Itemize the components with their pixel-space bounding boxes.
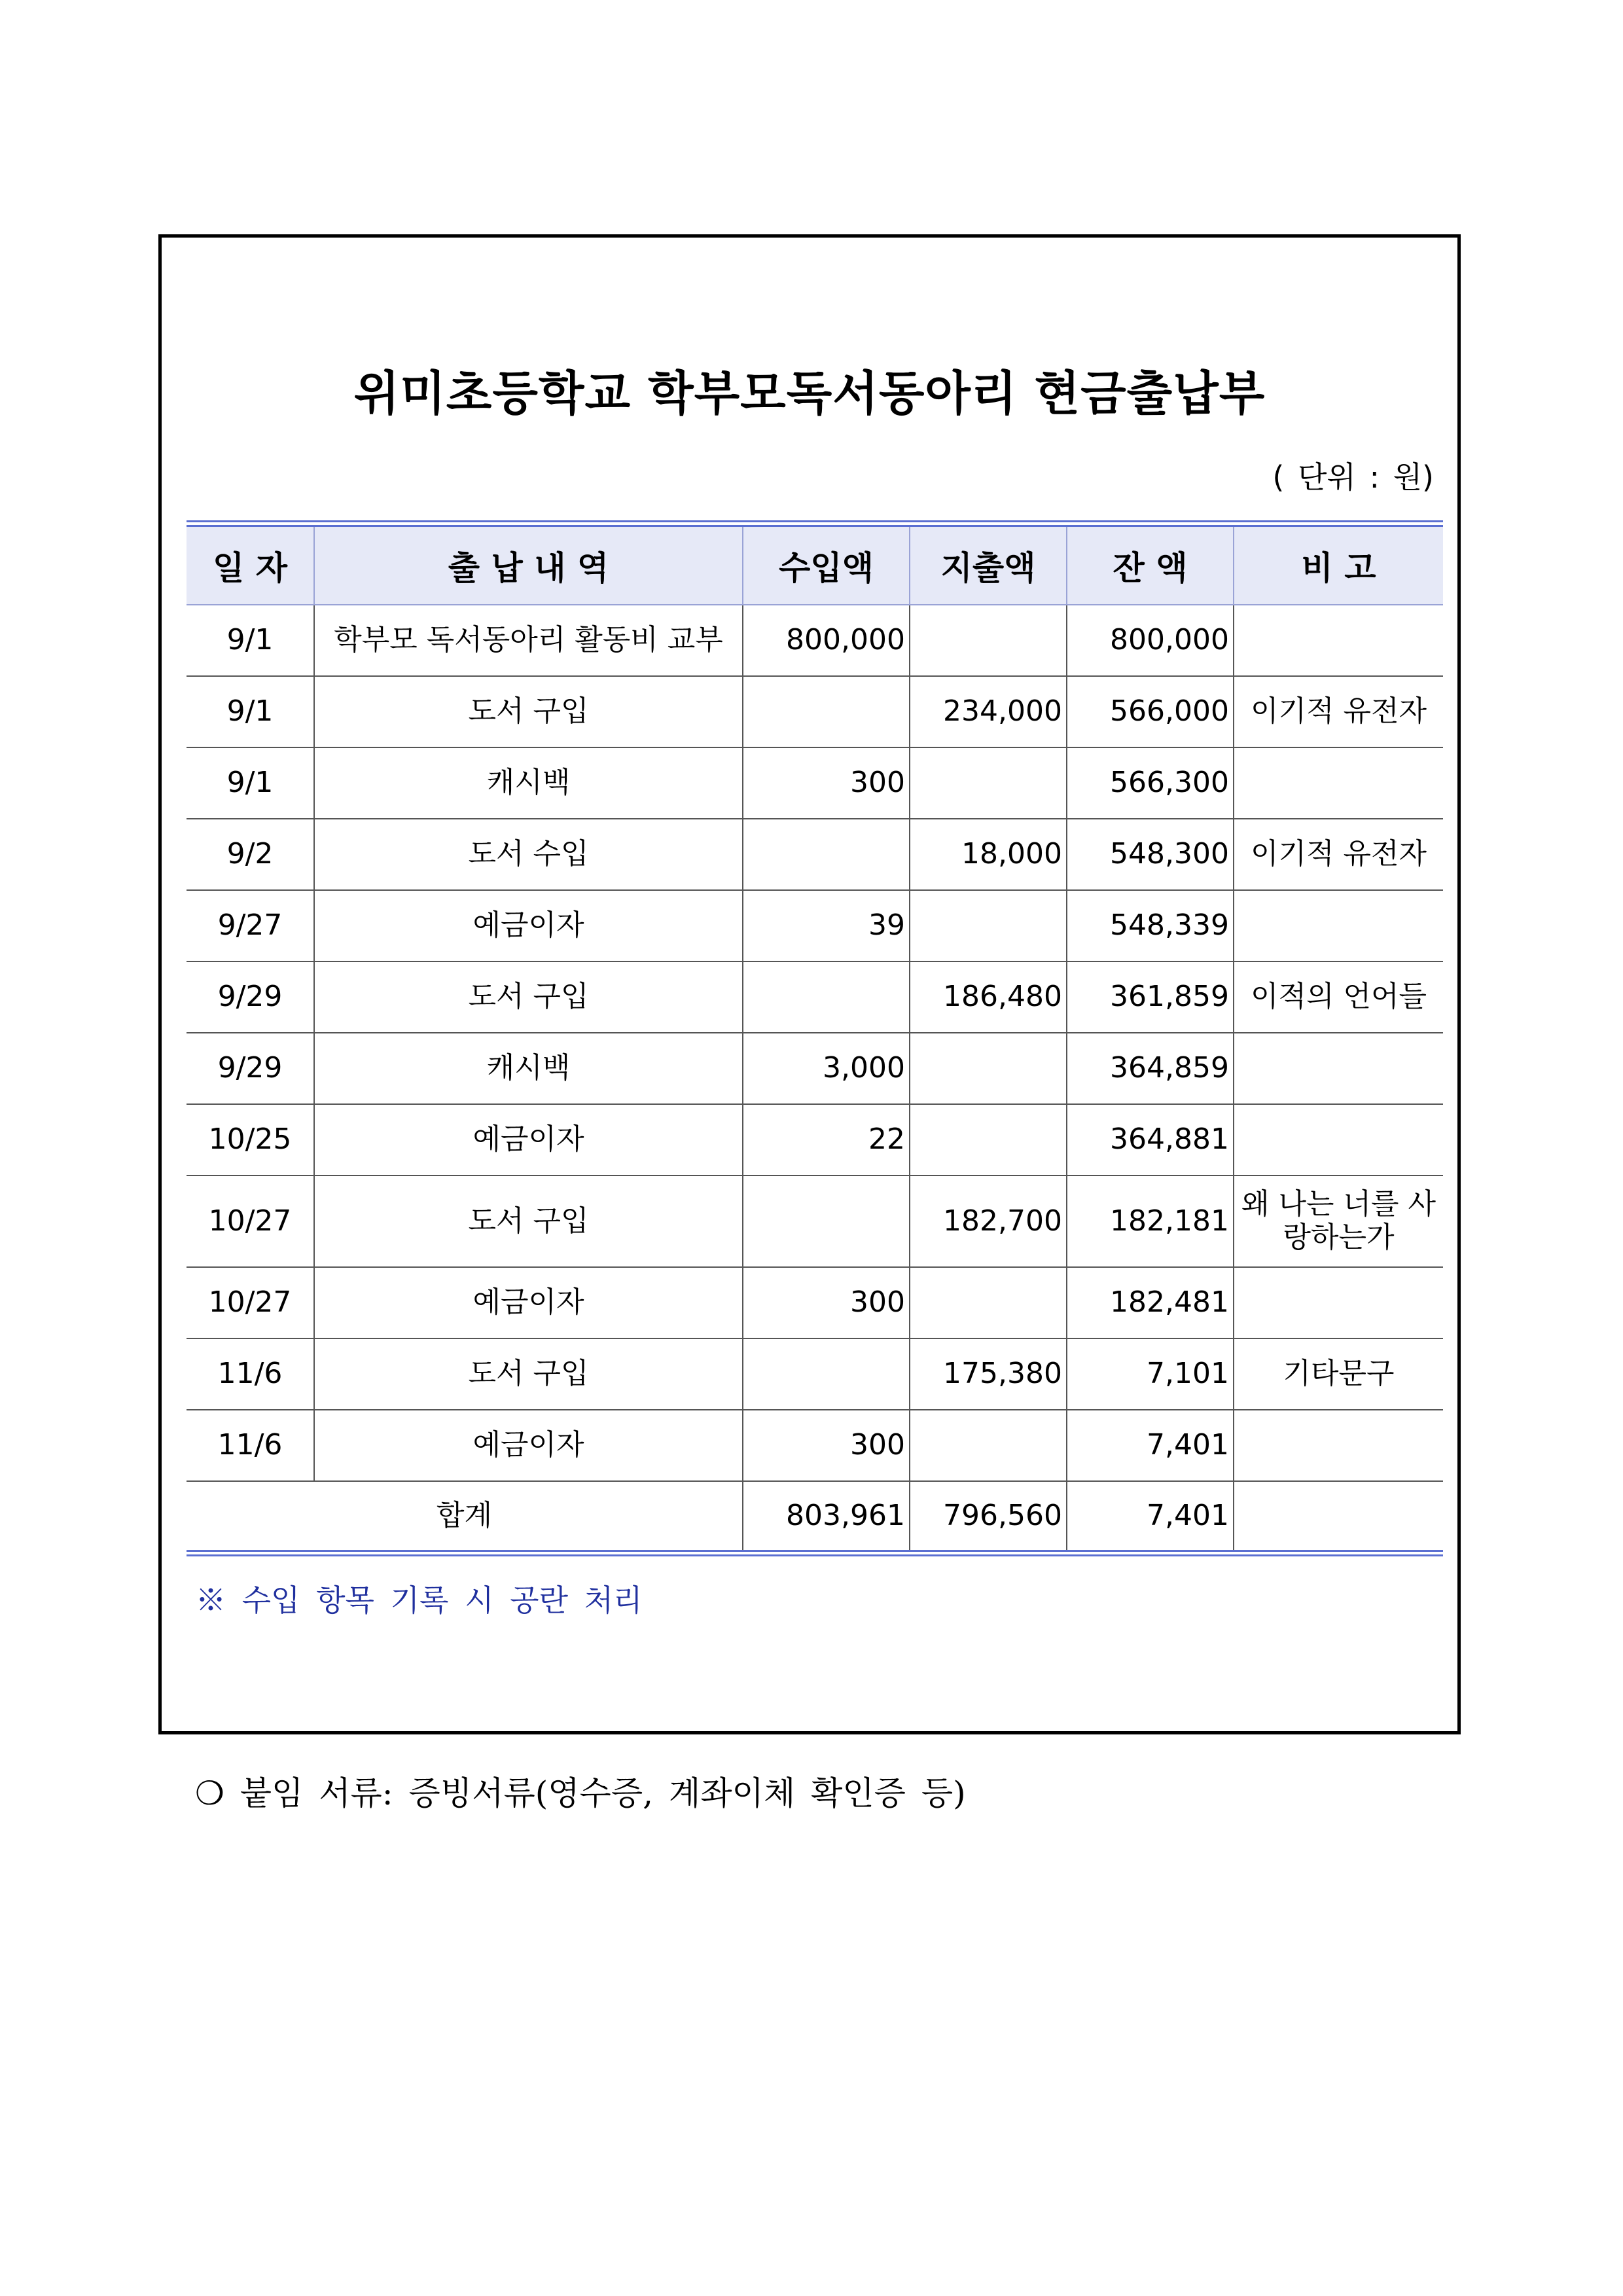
footnote: ※ 수입 항목 기록 시 공란 처리 — [196, 1583, 643, 1618]
cell-date: 11/6 — [187, 1338, 314, 1410]
table-bottom-rule — [187, 1550, 1443, 1556]
attachment-line: ❍ 붙임 서류: 증빙서류(영수증, 계좌이체 확인증 등) — [195, 1774, 966, 1812]
header-income: 수입액 — [743, 527, 910, 605]
table-row — [187, 1410, 1443, 1481]
cell-expense — [910, 605, 1067, 676]
cell-note — [1234, 1104, 1443, 1175]
table-row — [187, 676, 1443, 747]
table-row — [187, 605, 1443, 676]
cell-expense — [910, 1267, 1067, 1338]
cell-note: 기타문구 — [1234, 1338, 1443, 1410]
table-row — [187, 747, 1443, 819]
cell-description: 학부모 독서동아리 활동비 교부 — [314, 605, 743, 676]
cell-income: 39 — [743, 890, 910, 961]
cell-date: 9/27 — [187, 890, 314, 961]
cell-balance: 800,000 — [1067, 605, 1234, 676]
header-note: 비 고 — [1234, 527, 1443, 605]
cell-income: 300 — [743, 1410, 910, 1481]
page-title: 위미초등학교 학부모독서동아리 현금출납부 — [353, 366, 1266, 421]
cell-note: 이기적 유전자 — [1234, 676, 1443, 747]
ledger-frame — [158, 234, 1461, 1734]
cell-date: 9/1 — [226, 623, 274, 657]
cell-note — [1234, 1033, 1443, 1104]
cell-description: 도서 구입 — [314, 1175, 743, 1267]
header-description: 출 납 내 역 — [314, 527, 743, 605]
cell-balance: 566,300 — [1067, 747, 1234, 819]
table-row — [187, 1267, 1443, 1338]
table-row — [187, 1338, 1443, 1410]
header-expense: 지출액 — [910, 527, 1067, 605]
cell-balance: 182,181 — [1067, 1175, 1234, 1267]
cell-expense: 18,000 — [910, 819, 1067, 890]
table-row — [187, 819, 1443, 890]
table-row — [187, 890, 1443, 961]
cell-expense: 234,000 — [910, 676, 1067, 747]
cell-balance: 361,859 — [1067, 961, 1234, 1033]
unit-label: ( 단위 : 원) — [1272, 459, 1434, 495]
cell-date: 9/29 — [187, 1033, 314, 1104]
cell-date: 10/27 — [187, 1267, 314, 1338]
cell-date: 9/1 — [187, 676, 314, 747]
total-expense: 796,560 — [910, 1481, 1067, 1550]
header-row — [187, 527, 1443, 605]
cell-description: 도서 수입 — [314, 819, 743, 890]
cell-income: 300 — [743, 747, 910, 819]
cell-note — [1234, 890, 1443, 961]
cell-income — [743, 1338, 910, 1410]
ledger-table — [187, 527, 1443, 1550]
cell-expense: 186,480 — [910, 961, 1067, 1033]
total-balance: 7,401 — [1067, 1481, 1234, 1550]
total-label: 합계 — [187, 1481, 743, 1550]
cell-note: 이적의 언어들 — [1234, 961, 1443, 1033]
cell-note — [1234, 747, 1443, 819]
table-row — [187, 1033, 1443, 1104]
cell-description: 도서 구입 — [314, 676, 743, 747]
cell-income — [743, 1175, 910, 1267]
cell-note: 왜 나는 너를 사랑하는가 — [1234, 1175, 1443, 1267]
cell-description: 캐시백 — [314, 1033, 743, 1104]
cell-balance: 7,401 — [1067, 1410, 1234, 1481]
ledger-table-wrap — [187, 520, 1443, 1556]
cell-description: 도서 구입 — [314, 961, 743, 1033]
table-row — [187, 961, 1443, 1033]
cell-expense — [910, 1033, 1067, 1104]
table-row — [187, 1175, 1443, 1267]
cell-expense — [910, 747, 1067, 819]
cell-date: 9/1 — [187, 747, 314, 819]
table-row — [187, 1104, 1443, 1175]
cell-income — [743, 961, 910, 1033]
cell-description: 도서 구입 — [314, 1338, 743, 1410]
total-income: 803,961 — [743, 1481, 910, 1550]
cell-income: 3,000 — [743, 1033, 910, 1104]
cell-description: 예금이자 — [314, 1104, 743, 1175]
cell-expense — [910, 890, 1067, 961]
cell-description: 예금이자 — [314, 890, 743, 961]
cell-balance: 182,481 — [1067, 1267, 1234, 1338]
cell-date: 11/6 — [187, 1410, 314, 1481]
cell-balance: 364,881 — [1067, 1104, 1234, 1175]
cell-income: 22 — [743, 1104, 910, 1175]
cell-date: 10/27 — [187, 1175, 314, 1267]
table-top-rule — [187, 520, 1443, 527]
cell-description: 예금이자 — [314, 1410, 743, 1481]
cell-note — [1234, 1410, 1443, 1481]
cell-description: 캐시백 — [314, 747, 743, 819]
cell-expense — [910, 1410, 1067, 1481]
cell-expense: 182,700 — [910, 1175, 1067, 1267]
cell-note: 이기적 유전자 — [1234, 819, 1443, 890]
cell-balance: 548,339 — [1067, 890, 1234, 961]
cell-balance: 566,000 — [1067, 676, 1234, 747]
total-row — [187, 1481, 1443, 1550]
header-date: 일 자 — [187, 527, 314, 605]
cell-note — [1234, 1267, 1443, 1338]
header-balance: 잔 액 — [1067, 527, 1234, 605]
total-note — [1234, 1481, 1443, 1550]
cell-income — [743, 819, 910, 890]
cell-expense — [910, 1104, 1067, 1175]
cell-income: 800,000 — [743, 605, 910, 676]
cell-income: 300 — [743, 1267, 910, 1338]
cell-income — [743, 676, 910, 747]
cell-balance: 548,300 — [1067, 819, 1234, 890]
cell-balance: 7,101 — [1067, 1338, 1234, 1410]
cell-expense: 175,380 — [910, 1338, 1067, 1410]
cell-balance: 364,859 — [1067, 1033, 1234, 1104]
cell-note — [1234, 605, 1443, 676]
cell-date: 9/2 — [187, 819, 314, 890]
cell-date: 9/29 — [187, 961, 314, 1033]
cell-description: 예금이자 — [314, 1267, 743, 1338]
cell-date: 10/25 — [187, 1104, 314, 1175]
